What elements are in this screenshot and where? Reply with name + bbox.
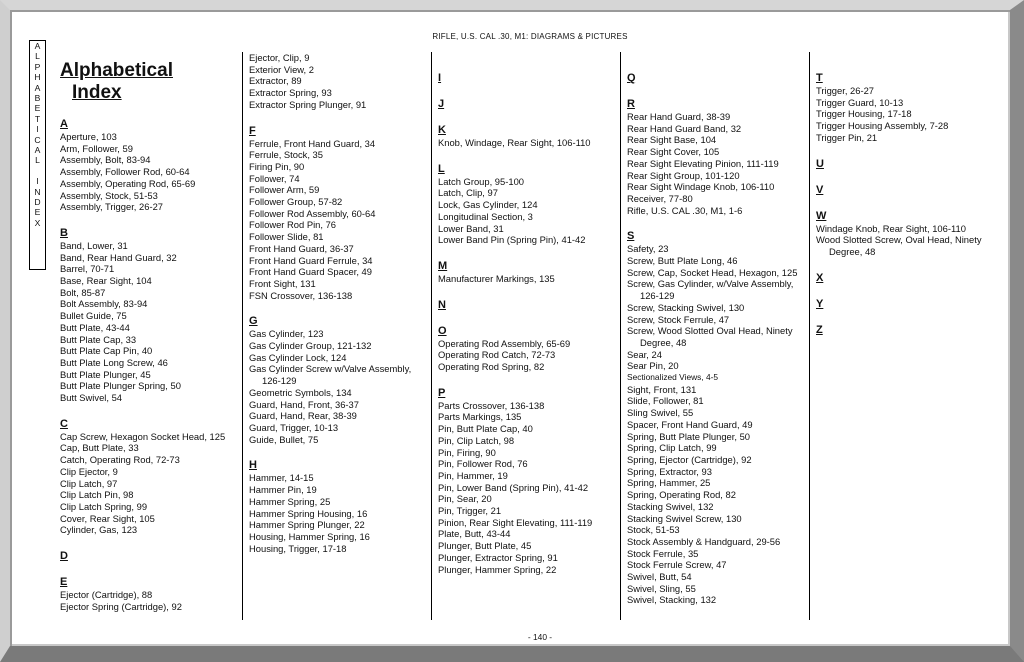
index-entry: Butt Plate Long Screw, 46 bbox=[60, 356, 168, 368]
index-entry: Rear Sight Windage Knob, 106-110 bbox=[627, 181, 775, 193]
index-entry: Follower Arm, 59 bbox=[249, 184, 320, 196]
index-entry: Assembly, Stock, 51-53 bbox=[60, 189, 158, 201]
side-tab-letter: E bbox=[34, 207, 41, 218]
index-entry: Pin, Follower Rod, 76 bbox=[438, 458, 528, 470]
index-entry: Gas Cylinder Group, 121-132 bbox=[249, 340, 372, 352]
index-entry: Front Sight, 131 bbox=[249, 277, 316, 289]
side-tab-letter: X bbox=[34, 217, 41, 228]
index-entry: Stock Ferrule Screw, 47 bbox=[627, 559, 727, 571]
index-entry: Plunger, Hammer Spring, 22 bbox=[438, 563, 557, 575]
index-entry: Lower Band Pin (Spring Pin), 41-42 bbox=[438, 234, 586, 246]
index-letter-b: B bbox=[60, 226, 68, 239]
index-column-5 bbox=[816, 52, 1006, 620]
index-entry: Rear Sight Group, 101-120 bbox=[627, 169, 740, 181]
index-entry: Ejector (Cartridge), 88 bbox=[60, 589, 153, 601]
index-letter-l: L bbox=[438, 162, 445, 175]
index-letter-t: T bbox=[816, 72, 823, 84]
side-tab-letter: I bbox=[36, 176, 39, 187]
index-entry: FSN Crossover, 136-138 bbox=[249, 289, 353, 301]
index-entry: Front Hand Guard Spacer, 49 bbox=[249, 266, 372, 278]
index-entry: Butt Plate Cap Pin, 40 bbox=[60, 345, 153, 357]
index-entry: Housing, Hammer Spring, 16 bbox=[249, 530, 370, 542]
index-entry: Spring, Extractor, 93 bbox=[627, 465, 712, 477]
index-entry: Ferrule, Stock, 35 bbox=[249, 149, 323, 161]
index-entry: Housing, Trigger, 17-18 bbox=[249, 542, 347, 554]
index-entry: Butt Plate, 43-44 bbox=[60, 321, 130, 333]
index-entry: Cap Screw, Hexagon Socket Head, 125 bbox=[60, 430, 226, 442]
index-letter-v: V bbox=[816, 183, 824, 196]
side-tab-letter: C bbox=[34, 134, 41, 145]
index-entry: Follower Rod Assembly, 60-64 bbox=[249, 207, 376, 219]
index-entry: Cap, Butt Plate, 33 bbox=[60, 442, 139, 454]
index-entry: Lower Band, 31 bbox=[438, 222, 504, 234]
index-entry: Latch, Clip, 97 bbox=[438, 187, 498, 199]
index-entry: Clip Latch Spring, 99 bbox=[60, 500, 148, 512]
index-entry: Front Hand Guard, 36-37 bbox=[249, 242, 354, 254]
index-entry: Screw, Cap, Socket Head, Hexagon, 125 bbox=[627, 266, 798, 278]
index-entry: Guide, Bullet, 75 bbox=[249, 433, 319, 445]
index-entry: Sear, 24 bbox=[627, 348, 662, 360]
index-entry: Trigger Housing, 17-18 bbox=[816, 108, 912, 120]
index-entry: Trigger Pin, 21 bbox=[816, 131, 878, 143]
index-entry: Stock Ferrule, 35 bbox=[627, 547, 699, 559]
index-entry: Base, Rear Sight, 104 bbox=[60, 275, 152, 287]
index-entry: Front Hand Guard Ferrule, 34 bbox=[249, 254, 373, 266]
index-entry: Hammer Spring Housing, 16 bbox=[249, 507, 368, 519]
index-entry: Screw, Wood Slotted Oval Head, Ninety Degree, 48 bbox=[627, 325, 793, 348]
index-letter-y: Y bbox=[816, 297, 824, 310]
index-entry: Extractor Spring, 93 bbox=[249, 87, 332, 99]
index-entry: Guard, Hand, Front, 36-37 bbox=[249, 398, 359, 410]
index-entry: Butt Swivel, 54 bbox=[60, 392, 123, 404]
index-entry: Plate, Butt, 43-44 bbox=[438, 528, 511, 540]
side-tab-letter: P bbox=[34, 61, 41, 72]
index-letter-x: X bbox=[816, 271, 824, 284]
index-entry: Stock Assembly & Handguard, 29-56 bbox=[627, 535, 781, 547]
index-letter-w: W bbox=[816, 209, 827, 222]
index-entry: Sling Swivel, 55 bbox=[627, 407, 694, 419]
index-entry: Bolt, 85-87 bbox=[60, 286, 106, 298]
index-letter-u: U bbox=[816, 157, 824, 170]
index-entry: Swivel, Sling, 55 bbox=[627, 582, 696, 594]
index-entry: Follower, 74 bbox=[249, 172, 300, 184]
index-entry: Wood Slotted Screw, Oval Head, Ninety Degree, 48 bbox=[816, 234, 982, 257]
index-entry: Latch Group, 95-100 bbox=[438, 175, 524, 187]
side-tab-spacer bbox=[30, 166, 45, 176]
index-entry: Butt Plate Plunger, 45 bbox=[60, 368, 151, 380]
side-tab-letter: A bbox=[34, 82, 41, 93]
index-entry: Screw, Stacking Swivel, 130 bbox=[627, 301, 745, 313]
page-header: RIFLE, U.S. CAL .30, M1: DIAGRAMS & PICTURES bbox=[432, 32, 628, 41]
index-title-line1: Alphabetical bbox=[60, 60, 173, 81]
index-letter-p: P bbox=[438, 386, 446, 399]
index-entry: Pinion, Rear Sight Elevating, 111-119 bbox=[438, 516, 593, 528]
index-letter-r: R bbox=[627, 98, 635, 110]
index-entry: Slide, Follower, 81 bbox=[627, 395, 704, 407]
index-entry: Arm, Follower, 59 bbox=[60, 142, 133, 154]
side-tab-letter: I bbox=[36, 124, 39, 135]
side-tab-letter: A bbox=[34, 145, 41, 156]
index-entry: Stacking Swivel Screw, 130 bbox=[627, 512, 742, 524]
index-entry: Lock, Gas Cylinder, 124 bbox=[438, 199, 538, 211]
index-entry: Spacer, Front Hand Guard, 49 bbox=[627, 418, 753, 430]
index-entry: Rear Hand Guard Band, 32 bbox=[627, 122, 742, 134]
index-entry: Assembly, Bolt, 83-94 bbox=[60, 154, 151, 166]
index-letter-z: Z bbox=[816, 323, 823, 336]
index-entry: Guard, Hand, Rear, 38-39 bbox=[249, 410, 357, 422]
index-entry: Clip Ejector, 9 bbox=[60, 465, 118, 477]
side-tab-letter: H bbox=[34, 72, 41, 83]
index-entry: Parts Crossover, 136-138 bbox=[438, 399, 545, 411]
index-letter-h: H bbox=[249, 459, 257, 472]
index-entry: Plunger, Butt Plate, 45 bbox=[438, 540, 532, 552]
index-entry: Operating Rod Catch, 72-73 bbox=[438, 349, 556, 361]
side-tab-letter: A bbox=[34, 41, 41, 51]
index-entry: Gas Cylinder Screw w/Valve Assembly, 126-129 bbox=[249, 363, 412, 387]
index-column-2 bbox=[249, 52, 432, 620]
index-letter-e: E bbox=[60, 576, 68, 589]
index-entry: Pin, Clip Latch, 98 bbox=[438, 434, 515, 446]
index-entry: Sectionalized Views, 4-5 bbox=[627, 372, 719, 383]
index-letter-j: J bbox=[438, 98, 445, 110]
side-tab-letter: L bbox=[35, 51, 40, 62]
index-letter-a: A bbox=[60, 118, 68, 130]
index-entry: Stacking Swivel, 132 bbox=[627, 500, 714, 512]
index-letter-g: G bbox=[249, 315, 258, 328]
index-entry: Pin, Firing, 90 bbox=[438, 446, 496, 458]
side-tab-alphabetical-index bbox=[29, 40, 46, 270]
index-entry: Assembly, Trigger, 26-27 bbox=[60, 201, 163, 213]
index-entry: Spring, Operating Rod, 82 bbox=[627, 489, 736, 501]
index-entry: Pin, Hammer, 19 bbox=[438, 469, 508, 481]
index-entry: Hammer Pin, 19 bbox=[249, 484, 317, 496]
index-column-3 bbox=[438, 52, 621, 620]
side-tab-letter: L bbox=[35, 155, 40, 166]
side-tab-letter: N bbox=[34, 186, 41, 197]
page-number: - 140 - bbox=[527, 632, 553, 642]
index-entry: Follower Rod Pin, 76 bbox=[249, 219, 337, 231]
index-entry: Catch, Operating Rod, 72-73 bbox=[60, 454, 180, 466]
index-entry: Hammer, 14-15 bbox=[249, 472, 314, 484]
index-entry: Plunger, Extractor Spring, 91 bbox=[438, 551, 558, 563]
index-entry: Rear Sight Cover, 105 bbox=[627, 146, 720, 158]
index-entry: Longitudinal Section, 3 bbox=[438, 210, 533, 222]
index-entry: Spring, Hammer, 25 bbox=[627, 477, 711, 489]
index-entry: Hammer Spring, 25 bbox=[249, 495, 331, 507]
index-entry: Rear Sight Elevating Pinion, 111-119 bbox=[627, 157, 779, 169]
index-entry: Receiver, 77-80 bbox=[627, 192, 693, 204]
index-letter-o: O bbox=[438, 324, 447, 337]
index-entry: Stock, 51-53 bbox=[627, 524, 680, 536]
index-column-1 bbox=[60, 52, 243, 620]
index-entry: Firing Pin, 90 bbox=[249, 160, 305, 172]
index-entry: Spring, Ejector (Cartridge), 92 bbox=[627, 453, 752, 465]
index-entry: Butt Plate Plunger Spring, 50 bbox=[60, 380, 181, 392]
index-letter-n: N bbox=[438, 298, 446, 311]
index-letter-s: S bbox=[627, 230, 635, 243]
index-title bbox=[60, 60, 242, 104]
index-entry: Screw, Stock Ferrule, 47 bbox=[627, 313, 730, 325]
index-entry: Gas Cylinder, 123 bbox=[249, 328, 324, 340]
index-letter-c: C bbox=[60, 417, 68, 430]
index-entry: Screw, Butt Plate Long, 46 bbox=[627, 255, 738, 267]
index-entry: Geometric Symbols, 134 bbox=[249, 386, 352, 398]
index-entry: Pin, Sear, 20 bbox=[438, 493, 492, 505]
index-entry: Clip Latch, 97 bbox=[60, 477, 118, 489]
index-entry: Assembly, Follower Rod, 60-64 bbox=[60, 166, 190, 178]
index-entry: Trigger, 26-27 bbox=[816, 85, 875, 96]
index-entry: Rear Hand Guard, 38-39 bbox=[627, 111, 731, 122]
index-entry: Exterior View, 2 bbox=[249, 63, 314, 75]
index-entry: Swivel, Stacking, 132 bbox=[627, 594, 717, 606]
index-entry: Pin, Trigger, 21 bbox=[438, 505, 502, 517]
index-entry: Parts Markings, 135 bbox=[438, 411, 522, 423]
index-entry: Rear Sight Base, 104 bbox=[627, 134, 717, 146]
index-entry: Butt Plate Cap, 33 bbox=[60, 333, 137, 345]
index-entry: Band, Lower, 31 bbox=[60, 239, 128, 251]
index-entry: Aperture, 103 bbox=[60, 131, 117, 142]
index-entry: Safety, 23 bbox=[627, 243, 669, 255]
index-entry: Manufacturer Markings, 135 bbox=[438, 272, 555, 284]
index-entry: Gas Cylinder Lock, 124 bbox=[249, 351, 347, 363]
index-entry: Ejector, Clip, 9 bbox=[249, 52, 310, 63]
index-entry: Cover, Rear Sight, 105 bbox=[60, 512, 155, 524]
index-entry: Trigger Guard, 10-13 bbox=[816, 96, 904, 108]
index-entry: Ejector Spring (Cartridge), 92 bbox=[60, 600, 182, 612]
index-entry: Knob, Windage, Rear Sight, 106-110 bbox=[438, 137, 591, 148]
side-tab-letter: B bbox=[34, 93, 41, 104]
index-entry: Screw, Gas Cylinder, w/Valve Assembly, 126-129 bbox=[627, 278, 794, 302]
index-entry: Follower Slide, 81 bbox=[249, 231, 324, 243]
index-entry: Hammer Spring Plunger, 22 bbox=[249, 519, 365, 531]
index-column-4 bbox=[627, 52, 810, 620]
index-entry: Operating Rod Spring, 82 bbox=[438, 361, 545, 373]
index-entry: Guard, Trigger, 10-13 bbox=[249, 421, 339, 433]
index-entry: Bolt Assembly, 83-94 bbox=[60, 298, 148, 310]
side-tab-letter: E bbox=[34, 103, 41, 114]
index-entry: Barrel, 70-71 bbox=[60, 263, 115, 275]
index-entry: Operating Rod Assembly, 65-69 bbox=[438, 337, 571, 349]
index-letter-d: D bbox=[60, 550, 68, 563]
index-entry: Sear Pin, 20 bbox=[627, 360, 679, 372]
index-letter-i: I bbox=[438, 72, 442, 84]
index-entry: Cylinder, Gas, 123 bbox=[60, 524, 138, 536]
index-entry: Extractor Spring Plunger, 91 bbox=[249, 98, 367, 110]
index-entry: Swivel, Butt, 54 bbox=[627, 571, 692, 583]
index-entry: Follower Group, 57-82 bbox=[249, 196, 343, 208]
index-letter-m: M bbox=[438, 259, 448, 272]
index-entry: Windage Knob, Rear Sight, 106-110 bbox=[816, 222, 966, 234]
document-page bbox=[10, 10, 1010, 646]
index-letter-q: Q bbox=[627, 72, 636, 84]
index-title-line2: Index bbox=[72, 82, 122, 103]
index-entry: Sight, Front, 131 bbox=[627, 383, 697, 395]
index-entry: Clip Latch Pin, 98 bbox=[60, 489, 134, 501]
side-tab-letter: D bbox=[34, 197, 41, 208]
index-entry: Bullet Guide, 75 bbox=[60, 310, 127, 322]
index-entry: Spring, Clip Latch, 99 bbox=[627, 442, 717, 454]
index-entry: Band, Rear Hand Guard, 32 bbox=[60, 251, 177, 263]
index-entry: Spring, Butt Plate Plunger, 50 bbox=[627, 430, 750, 442]
index-entry: Rifle, U.S. CAL .30, M1, 1-6 bbox=[627, 204, 743, 216]
index-entry: Extractor, 89 bbox=[249, 75, 302, 87]
index-letter-f: F bbox=[249, 124, 256, 137]
index-entry: Trigger Housing Assembly, 7-28 bbox=[816, 120, 949, 132]
index-entry: Pin, Butt Plate Cap, 40 bbox=[438, 423, 533, 435]
index-letter-k: K bbox=[438, 124, 446, 136]
index-entry: Pin, Lower Band (Spring Pin), 41-42 bbox=[438, 481, 589, 493]
side-tab-letter: T bbox=[34, 113, 41, 124]
index-entry: Assembly, Operating Rod, 65-69 bbox=[60, 177, 196, 189]
index-entry: Ferrule, Front Hand Guard, 34 bbox=[249, 137, 376, 149]
